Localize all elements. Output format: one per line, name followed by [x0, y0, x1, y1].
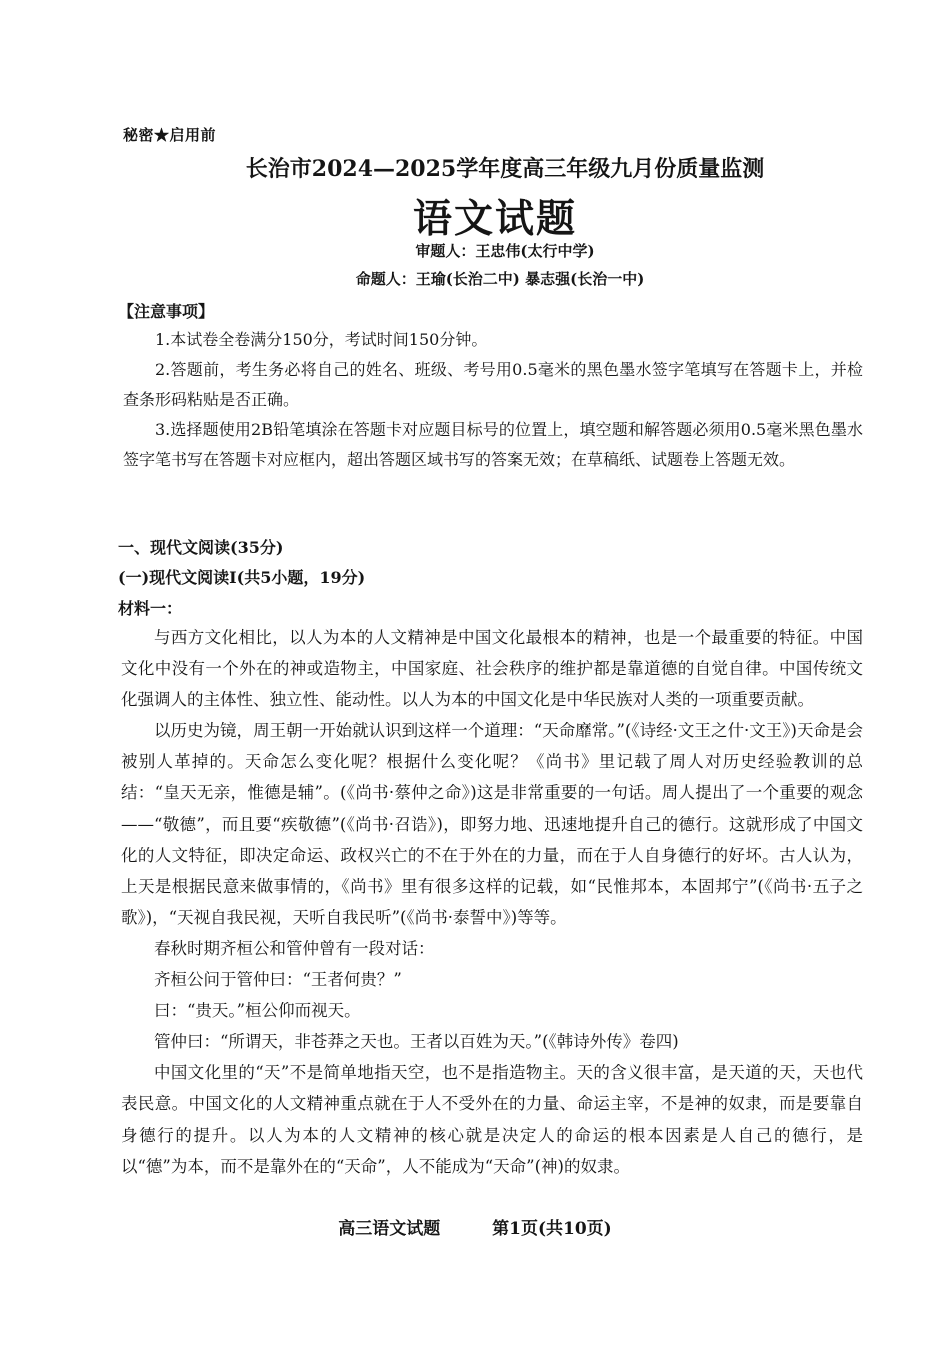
subject-title: 语文试题: [412, 196, 577, 242]
notice-item: 3.选择题使用2B铅笔填涂在答题卡对应题目标号的位置上，填空题和解答题必须用0.5毫米黑色墨水签字笔书写在答题卡对应框内，超出答题区域书写的答案无效；在草稿纸、试题卷上答题无效。: [123, 420, 863, 469]
footer-subject: 高三语文试题: [338, 1219, 441, 1239]
exam-title: 长治市2024—2025学年度高三年级九月份质量监测: [245, 156, 765, 182]
passage-paragraph: 与西方文化相比，以人为本的人文精神是中国文化最根本的精神，也是一个最重要的特征。中国文化中没有一个外在的神或造物主，中国家庭、社会秩序的维护都是靠道德的自觉自律。中国传统文化强调人的主体性、独立性、能动性。以人为本的中国文化是中华民族对人类的一项重要贡献。: [121, 628, 863, 710]
subsection-title: (一)现代文阅读Ⅰ(共5小题，19分): [118, 568, 366, 587]
notice-header: 【注意事项】: [118, 302, 215, 321]
notice-list: [123, 325, 863, 475]
footer-page-number: 第1页(共10页): [492, 1219, 612, 1239]
passage-paragraph: 春秋时期齐桓公和管仲曾有一段对话：: [154, 938, 435, 958]
notice-item: 2.答题前，考生务必将自己的姓名、班级、考号用0.5毫米的黑色墨水签字笔填写在答题卡上，并检查条形码粘贴是否正确。: [123, 360, 863, 409]
section-title: 一、现代文阅读(35分): [118, 538, 284, 557]
passage-paragraph: 以历史为镜，周王朝一开始就认识到这样一个道理：“天命靡常。”(《诗经·文王之什·文王》)天命是会被别人革掉的。天命怎么变化呢？根据什么变化呢？《尚书》里记载了周人对历史经验教训的总结：“皇天无亲，惟德是辅”。(《尚书·蔡仲之命》)这是非常重要的一句话。周人提出了一个重要的观念——“敬德”，而且要“疾敬德”(《尚书·召诰》)，即努力地、迅速地提升自己的德行。这就形成了中国文化的人文特征，即决定命运、政权兴亡的不在于外在的力量，而在于人自身德行的好坏。古人认为，上天是根据民意来做事情的，《尚书》里有很多这样的记载，如“民惟邦本，本固邦宁”(《尚书·五子之歌》)，“天视自我民视，天听自我民听”(《尚书·泰誓中》)等等。: [121, 721, 863, 927]
setter-line: 命题人：王瑜(长治二中) 暴志强(长治一中): [355, 270, 645, 288]
reading-passage: [121, 622, 863, 1182]
notice-item: 1.本试卷全卷满分150分，考试时间150分钟。: [155, 330, 488, 349]
reviewer-line: 审题人：王忠伟(太行中学): [415, 242, 595, 260]
passage-paragraph: 中国文化里的“天”不是简单地指天空，也不是指造物主。天的含义很丰富，是天道的天，天也代表民意。中国文化的人文精神重点就在于人不受外在的力量、命运主宰，不是神的奴隶，而是要靠自身德行的提升。以人为本的人文精神的核心就是决定人的命运的根本因素是人自己的德行，是以“德”为本，而不是靠外在的“天命”，人不能成为“天命”(神)的奴隶。: [121, 1063, 863, 1176]
passage-paragraph: 齐桓公问于管仲曰：“王者何贵？”: [154, 970, 402, 990]
page-footer: [0, 1214, 950, 1239]
material-label: 材料一：: [118, 599, 183, 618]
secret-mark: 秘密★启用前: [123, 126, 217, 144]
passage-paragraph: 管仲曰：“所谓天，非苍莽之天也。王者以百姓为天。”(《韩诗外传》卷四): [154, 1032, 679, 1052]
passage-paragraph: 曰：“贵天。”桓公仰而视天。: [154, 1001, 361, 1021]
